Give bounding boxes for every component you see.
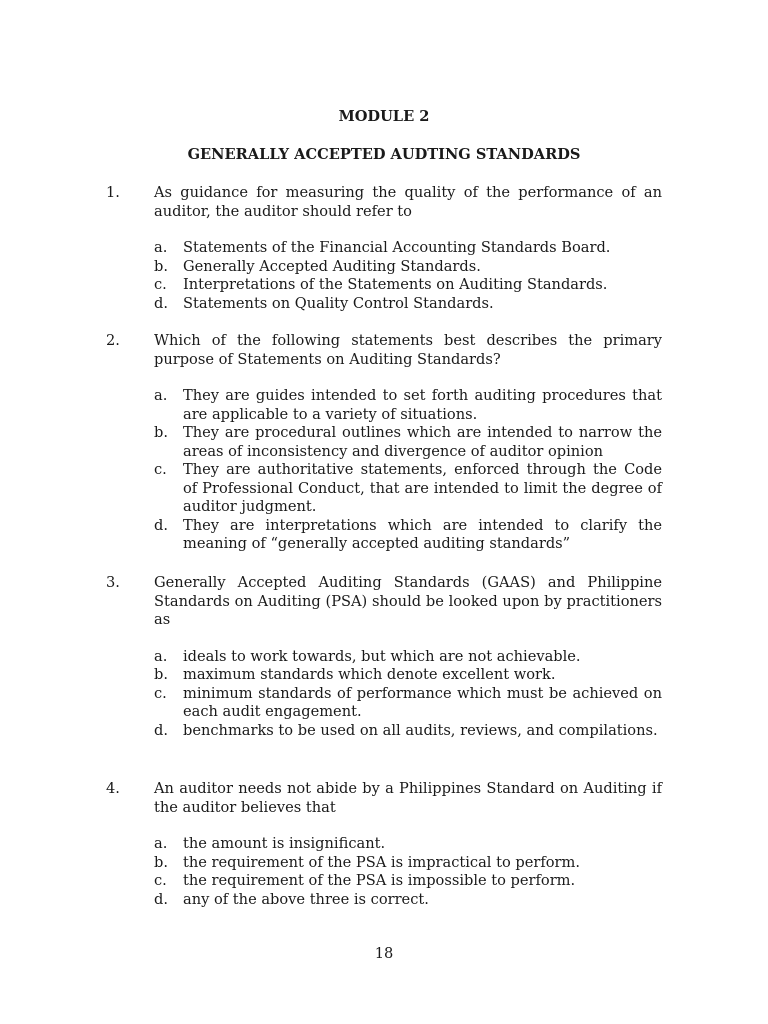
option-text: Interpretations of the Statements on Auditing Standards. [183, 276, 608, 293]
option-d [154, 722, 662, 741]
option-text: ideals to work towards, but which are not achievable. [183, 647, 581, 665]
question-2 [106, 332, 662, 554]
option-text: the requirement of the PSA is impractical to perform. [183, 853, 581, 871]
option-text: They are procedural outlines which are intended to narrow the areas of inconsistency and divergence of auditor opinion [183, 424, 662, 460]
option-b [154, 666, 662, 685]
option-text: They are guides intended to set forth auditing procedures that are applicable to a variety of situations. [183, 387, 662, 423]
option-text: minimum standards of performance which must be achieved on each audit engagement. [183, 684, 662, 720]
section-title: GENERALLY ACCEPTED AUDTING STANDARDS [187, 146, 581, 163]
option-d [154, 295, 662, 314]
page-number: 18 [374, 945, 394, 962]
question-text: Generally Accepted Auditing Standards (GAAS) and Philippine Standards on Auditing (PSA) should be looked upon by practitioners as [154, 574, 662, 628]
option-d [154, 891, 662, 910]
option-c [154, 872, 662, 891]
option-letter: c. [154, 461, 167, 478]
option-letter: c. [154, 872, 167, 889]
option-letter: a. [154, 387, 168, 404]
question-number: 1. [106, 184, 120, 201]
question-text: As guidance for measuring the quality of the performance of an auditor, the auditor should refer to [154, 184, 662, 220]
option-letter: d. [154, 890, 168, 908]
question-text: Which of the following statements best describes the primary purpose of Statements on Auditing Standards? [154, 332, 662, 368]
option-letter: b. [154, 424, 168, 441]
option-b [154, 854, 662, 873]
option-letter: a. [154, 239, 168, 256]
question-number: 3. [106, 574, 120, 591]
question-3 [106, 574, 662, 740]
option-text: Statements on Quality Control Standards. [183, 294, 494, 312]
option-text: They are interpretations which are intended to clarify the meaning of “generally accepted auditing standards” [183, 516, 662, 552]
option-letter: c. [154, 684, 167, 702]
option-a [154, 239, 662, 258]
options-list [154, 835, 662, 909]
question-text: An auditor needs not abide by a Philippines Standard on Auditing if the auditor believes that [154, 780, 662, 816]
option-text: the amount is insignificant. [183, 835, 386, 852]
question-1 [106, 184, 662, 313]
question-4 [106, 780, 662, 909]
option-letter: a. [154, 835, 168, 852]
option-a [154, 835, 662, 854]
option-text: the requirement of the PSA is impossible to perform. [183, 872, 576, 889]
question-number: 4. [106, 780, 120, 797]
option-b [154, 424, 662, 461]
option-letter: a. [154, 647, 168, 665]
option-letter: c. [154, 276, 167, 293]
option-text: Generally Accepted Auditing Standards. [183, 257, 481, 275]
module-title: MODULE 2 [338, 108, 430, 125]
option-text: Statements of the Financial Accounting Standards Board. [183, 239, 611, 256]
options-list [154, 387, 662, 554]
option-b [154, 258, 662, 277]
question-number: 2. [106, 332, 120, 349]
option-text: They are authoritative statements, enforced through the Code of Professional Conduct, that are intended to limit the degree of auditor judgment. [183, 461, 662, 515]
option-letter: d. [154, 721, 168, 739]
option-text: any of the above three is correct. [183, 890, 429, 908]
option-letter: d. [154, 516, 168, 534]
option-text: maximum standards which denote excellent work. [183, 666, 556, 683]
option-letter: b. [154, 257, 168, 275]
option-d [154, 517, 662, 554]
option-letter: d. [154, 294, 168, 312]
option-a [154, 648, 662, 667]
options-list [154, 648, 662, 741]
options-list [154, 239, 662, 313]
option-letter: b. [154, 853, 168, 871]
option-letter: b. [154, 666, 168, 683]
option-c [154, 276, 662, 295]
option-c [154, 685, 662, 722]
option-a [154, 387, 662, 424]
option-text: benchmarks to be used on all audits, reviews, and compilations. [183, 721, 658, 739]
option-c [154, 461, 662, 517]
